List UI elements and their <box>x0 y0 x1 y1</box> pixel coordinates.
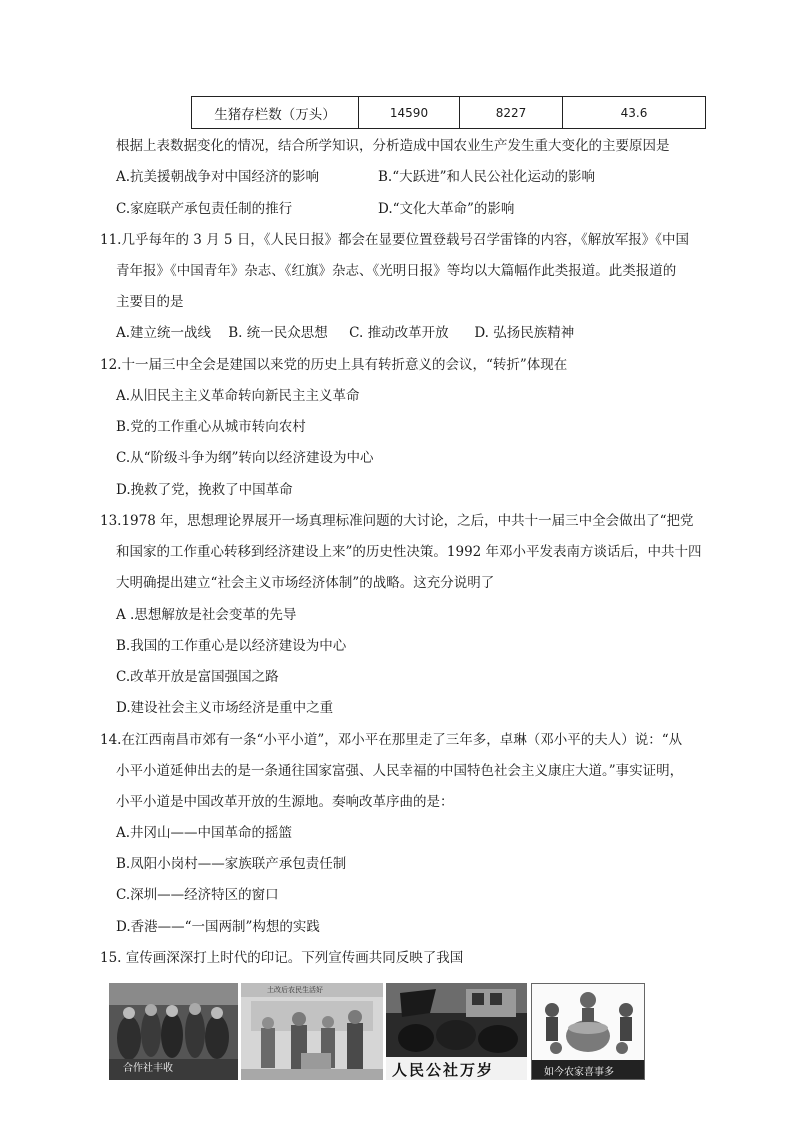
q14-option-b: B.凤阳小岗村——家族联产承包责任制 <box>116 856 347 872</box>
poster-caption-2: 土改后农民生活好 <box>267 986 323 994</box>
q14-option-a: A.井冈山——中国革命的摇篮 <box>116 825 293 841</box>
q13-line-1: 13.1978 年，思想理论界展开一场真理标准问题的大讨论，之后，中共十一届三中全会做出了“把党 <box>100 513 694 529</box>
q11-line-2: 青年报》《中国青年》杂志、《红旗》杂志、《光明日报》等均以大篇幅作此类报道。此类报道的 <box>116 263 677 279</box>
q14-line-2: 小平小道延伸出去的是一条通往国家富强、人民幸福的中国特色社会主义康庄大道。”事实证明， <box>116 763 684 779</box>
table-cell-value-1: 14590 <box>359 97 460 129</box>
q12-stem: 12.十一届三中全会是建国以来党的历史上具有转折意义的会议，“转折”体现在 <box>100 357 568 373</box>
q11-options: A.建立统一战线 B. 统一民众思想 C. 推动改革开放 D. 弘扬民族精神 <box>116 325 575 341</box>
q10-option-b: B.“大跃进”和人民公社化运动的影响 <box>378 169 596 185</box>
poster-caption-4: 如今农家喜事多 <box>544 1067 614 1078</box>
q15-stem: 15. 宣传画深深打上时代的印记。下列宣传画共同反映了我国 <box>100 950 464 966</box>
table-row <box>192 97 706 129</box>
poster-farm-happiness <box>531 983 645 1080</box>
poster-peoples-commune <box>386 983 527 1080</box>
poster-caption-3: 人民公社万岁 <box>392 1061 495 1079</box>
q10-option-a: A.抗美援朝战争对中国经济的影响 <box>116 169 320 185</box>
q11-line-1: 11.几乎每年的 3 月 5 日，《人民日报》都会在显要位置登载号召学雷锋的内容，《解放军报》《中国 <box>100 232 690 248</box>
poster-caption-1: 合作社丰收 <box>123 1063 173 1074</box>
q10-option-c: C.家庭联产承包责任制的推行 <box>116 201 293 217</box>
q13-line-2: 和国家的工作重心转移到经济建设上来”的历史性决策。1992 年邓小平发表南方谈话后，中共十四 <box>116 544 702 560</box>
q10-option-d: D.“文化大革命”的影响 <box>378 201 515 217</box>
q13-line-3: 大明确提出建立“社会主义市场经济体制”的战略。这充分说明了 <box>116 575 495 591</box>
q13-option-c: C.改革开放是富国强国之路 <box>116 669 279 685</box>
q12-option-d: D.挽救了党，挽救了中国革命 <box>116 482 293 498</box>
q13-option-b: B.我国的工作重心是以经济建设为中心 <box>116 638 347 654</box>
q12-option-a: A.从旧民主主义革命转向新民主主义革命 <box>116 388 360 404</box>
q13-option-a: A .思想解放是社会变革的先导 <box>116 607 297 623</box>
data-table <box>191 96 706 129</box>
q13-option-d: D.建设社会主义市场经济是重中之重 <box>116 700 334 716</box>
q14-line-1: 14.在江西南昌市郊有一条“小平小道”，邓小平在那里走了三年多，卓琳（邓小平的夫人）说：“从 <box>100 732 683 748</box>
poster-cooperative-harvest <box>109 983 238 1080</box>
q12-option-c: C.从“阶级斗争为纲”转向以经济建设为中心 <box>116 450 374 466</box>
table-cell-value-2: 8227 <box>460 97 563 129</box>
poster-land-reform <box>241 983 383 1080</box>
table-cell-label: 生猪存栏数（万头） <box>192 97 359 129</box>
q14-line-3: 小平小道是中国改革开放的生源地。奏响改革序曲的是： <box>116 794 454 810</box>
q12-option-b: B.党的工作重心从城市转向农村 <box>116 419 306 435</box>
table-cell-value-3: 43.6 <box>563 97 706 129</box>
q14-option-c: C.深圳——经济特区的窗口 <box>116 887 279 903</box>
q14-option-d: D.香港——“一国两制”构想的实践 <box>116 919 320 935</box>
q11-line-3: 主要目的是 <box>116 294 184 310</box>
q10-stem: 根据上表数据变化的情况，结合所学知识，分析造成中国农业生产发生重大变化的主要原因是 <box>116 138 670 154</box>
